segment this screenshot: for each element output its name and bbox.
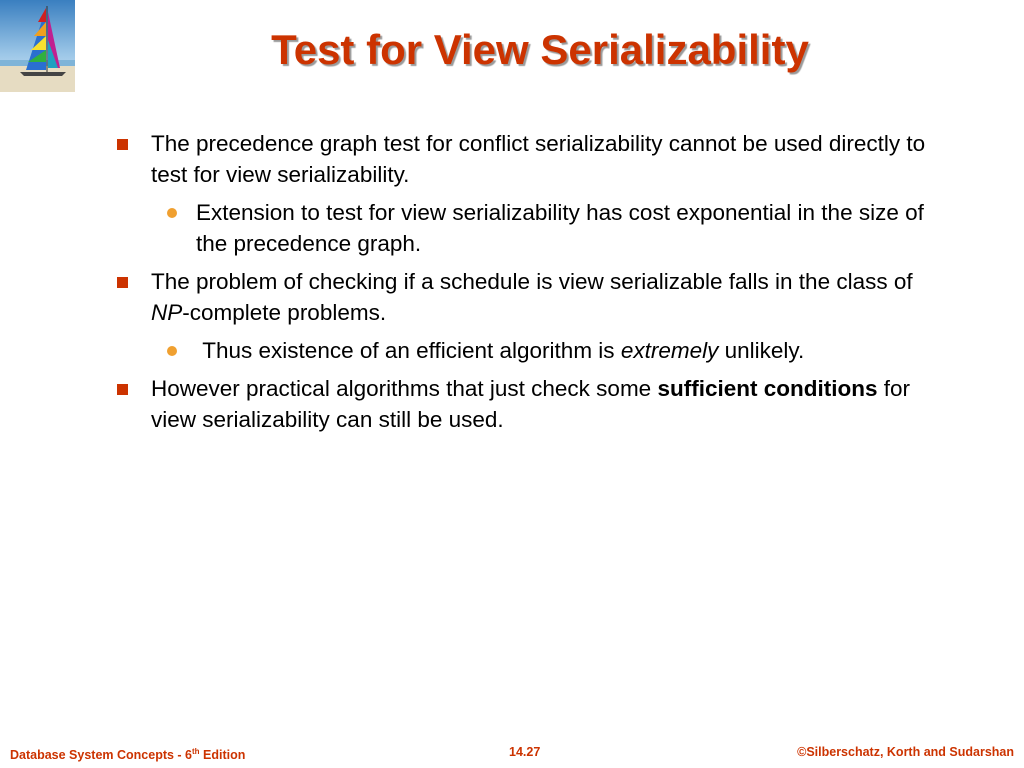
sub-bullet-text: Extension to test for view serializability has cost exponential in the size of the precedence graph. [196,200,924,256]
bullet-item [116,128,956,190]
sub-bullet-item [116,335,956,366]
square-bullet-icon [117,277,128,288]
sub-bullet-item [116,197,956,259]
bullet-item [116,266,956,328]
bullet-item [116,373,956,435]
sub-bullet-text: Thus existence of an efficient algorithm is extremely unlikely. [196,338,805,363]
round-bullet-icon [167,346,177,356]
extremely-emphasis: extremely [620,338,719,363]
square-bullet-icon [117,139,128,150]
footer-page-number: 14.27 [509,745,541,759]
bullet-text: However practical algorithms that just check some sufficient conditions for view serializability can still be used. [151,376,910,432]
footer-left: Database System Concepts - 6th Edition [10,747,246,763]
square-bullet-icon [117,384,128,395]
sailboat-logo-icon [0,0,75,92]
sufficient-conditions-strong: sufficient conditions [657,376,878,401]
slide-content [116,128,956,442]
bullet-text: The precedence graph test for conflict serializability cannot be used directly to test for view serializability. [151,131,926,187]
round-bullet-icon [167,208,177,218]
slide-title: Test for View Serializability [271,26,809,73]
footer-copyright: ©Silberschatz, Korth and Sudarshan [797,745,1014,759]
bullet-text: The problem of checking if a schedule is view serializable falls in the class of NP-complete problems. [151,269,913,325]
np-emphasis: NP [151,300,183,325]
